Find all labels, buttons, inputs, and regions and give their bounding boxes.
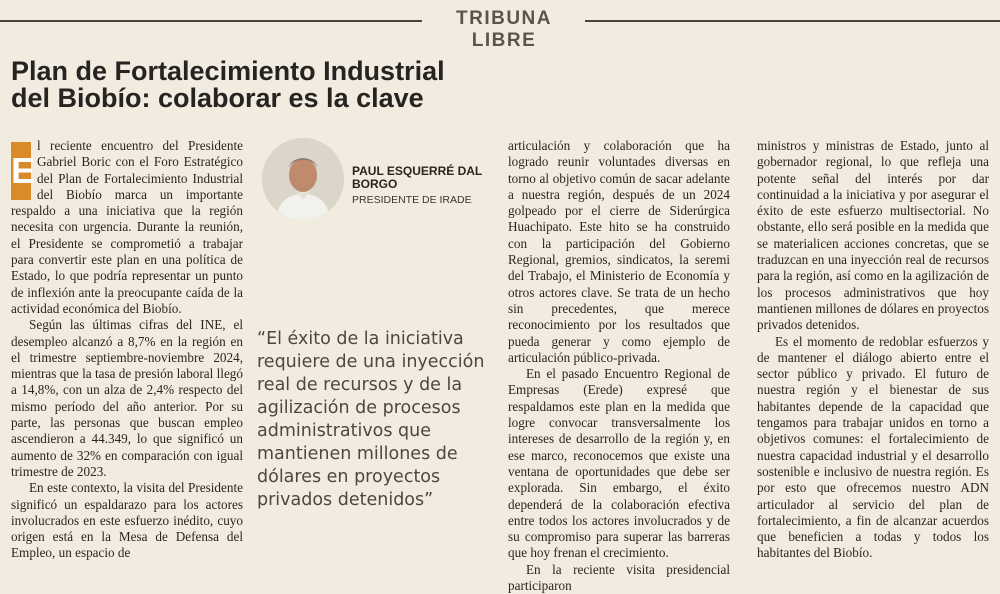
drop-cap: E — [11, 142, 31, 200]
section-label: TRIBUNA LIBRE — [456, 8, 552, 51]
paragraph: En la reciente visita presidencial participaron — [508, 561, 730, 594]
section-header — [0, 8, 1000, 51]
paragraph: En este contexto, la visita del Presidente significó un espaldarazo para los actores involucrados en este esfuerzo inédito, cuyo origen está en la Mesa de Defensa del Empleo, un espacio de — [11, 480, 243, 561]
paragraph: En el pasado Encuentro Regional de Empresas (Erede) expresé que respaldamos este plan en la medida que logre convocar transversalmente los intereses de desarrollo de la región y, en ese marco, reconocemos que existe una ventana de oportunidades que debe ser explorada. Sin embargo, el éxito dependerá de la colaboración efectiva entre todos los actores involucrados y de su compromiso para superar las barreras que hoy frenan el crecimiento. — [508, 366, 730, 561]
article-column-3 — [508, 138, 730, 594]
section-rule-left — [0, 20, 422, 22]
pull-quote: “El éxito de la iniciativa requiere de una inyección real de recursos y de la agilización de procesos administrativos que mantienen millones de dólares en proyectos privados detenidos” — [257, 329, 485, 510]
article-column-1 — [11, 138, 243, 562]
author-byline — [352, 165, 492, 207]
author-name: PAUL ESQUERRÉ DAL BORGO — [352, 164, 483, 191]
paragraph: Es el momento de redoblar esfuerzos y de mantener el diálogo abierto entre el sector público y privado. El futuro de nuestra región y el bienestar de sus habitantes depende de la capacidad que tengamos para trabajar unidos en torno a objetivos comunes: el fortalecimiento de nuestra capacidad industrial y el desarrollo sostenible e inclusivo de nuestra región. Es por esto que ofrecemos nuestro ADN articulador al servicio del plan de fortalecimiento, a fin de alcanzar acuerdos que beneficien a todas y todos los habitantes del Biobío. — [757, 333, 989, 561]
article-column-4 — [757, 138, 989, 562]
paragraph: Según las últimas cifras del INE, el desempleo alcanzó a 8,7% en la región en el trimestre septiembre-noviembre 2024, mientras que la tasa de presión laboral llegó a 14,8%, con un alza de 2,4% respecto del mismo período del año anterior. Por su parte, las personas que buscan empleo ascendieron a 44.349, lo que significó un aumento de 32% en comparación con igual trimestre de 2023. — [11, 317, 243, 479]
section-rule-right — [585, 20, 1000, 22]
paragraph: ministros y ministras de Estado, junto al gobernador regional, lo que refleja una potente señal del interés por dar continuidad a la iniciativa y por asegurar el éxito de este esfuerzo multisectorial. No obstante, ello será posible en la medida que se materialicen acciones concretas, que se traduzcan en una inyección real de recursos para la región, así como en la agilización de los procesos administrativos que hoy mantienen millones de dólares en proyectos privados detenidos. — [757, 138, 989, 333]
paragraph: articulación y colaboración que ha logrado reunir voluntades diversas en torno al objetivo común de sacar adelante a nuestra región, después de un 2024 golpeado por el cierre de Siderúrgica Huachipato. Este hito se ha construido con la participación del Gobierno Regional, gremios, sindicatos, la seremi del Trabajo, el Ministerio de Economía y otros actores clave. Se trata de un hecho sin precedentes, que merece reconocimiento por los resultados que pueda generar y como ejemplo de articulación público-privada. — [508, 138, 730, 365]
article-headline: Plan de Fortalecimiento Industrial del Biobío: colaborar es la clave — [11, 56, 445, 113]
author-role: PRESIDENTE DE IRADE — [352, 194, 472, 206]
paragraph — [11, 138, 243, 317]
paragraph-text: l reciente encuentro del Presidente Gabriel Boric con el Foro Estratégico del Plan de Fortalecimiento Industrial del Biobío marca un importante respaldo a una iniciativa que la región necesita con urgencia. Durante la reunión, el Presidente se comprometió a trabajar para convertir este plan en una política de Estado, lo que podría representar un punto de inflexión ante la preocupante caída de la actividad económica del Biobío. — [11, 138, 243, 316]
author-photo — [262, 138, 344, 220]
author-portrait-icon — [262, 138, 344, 220]
